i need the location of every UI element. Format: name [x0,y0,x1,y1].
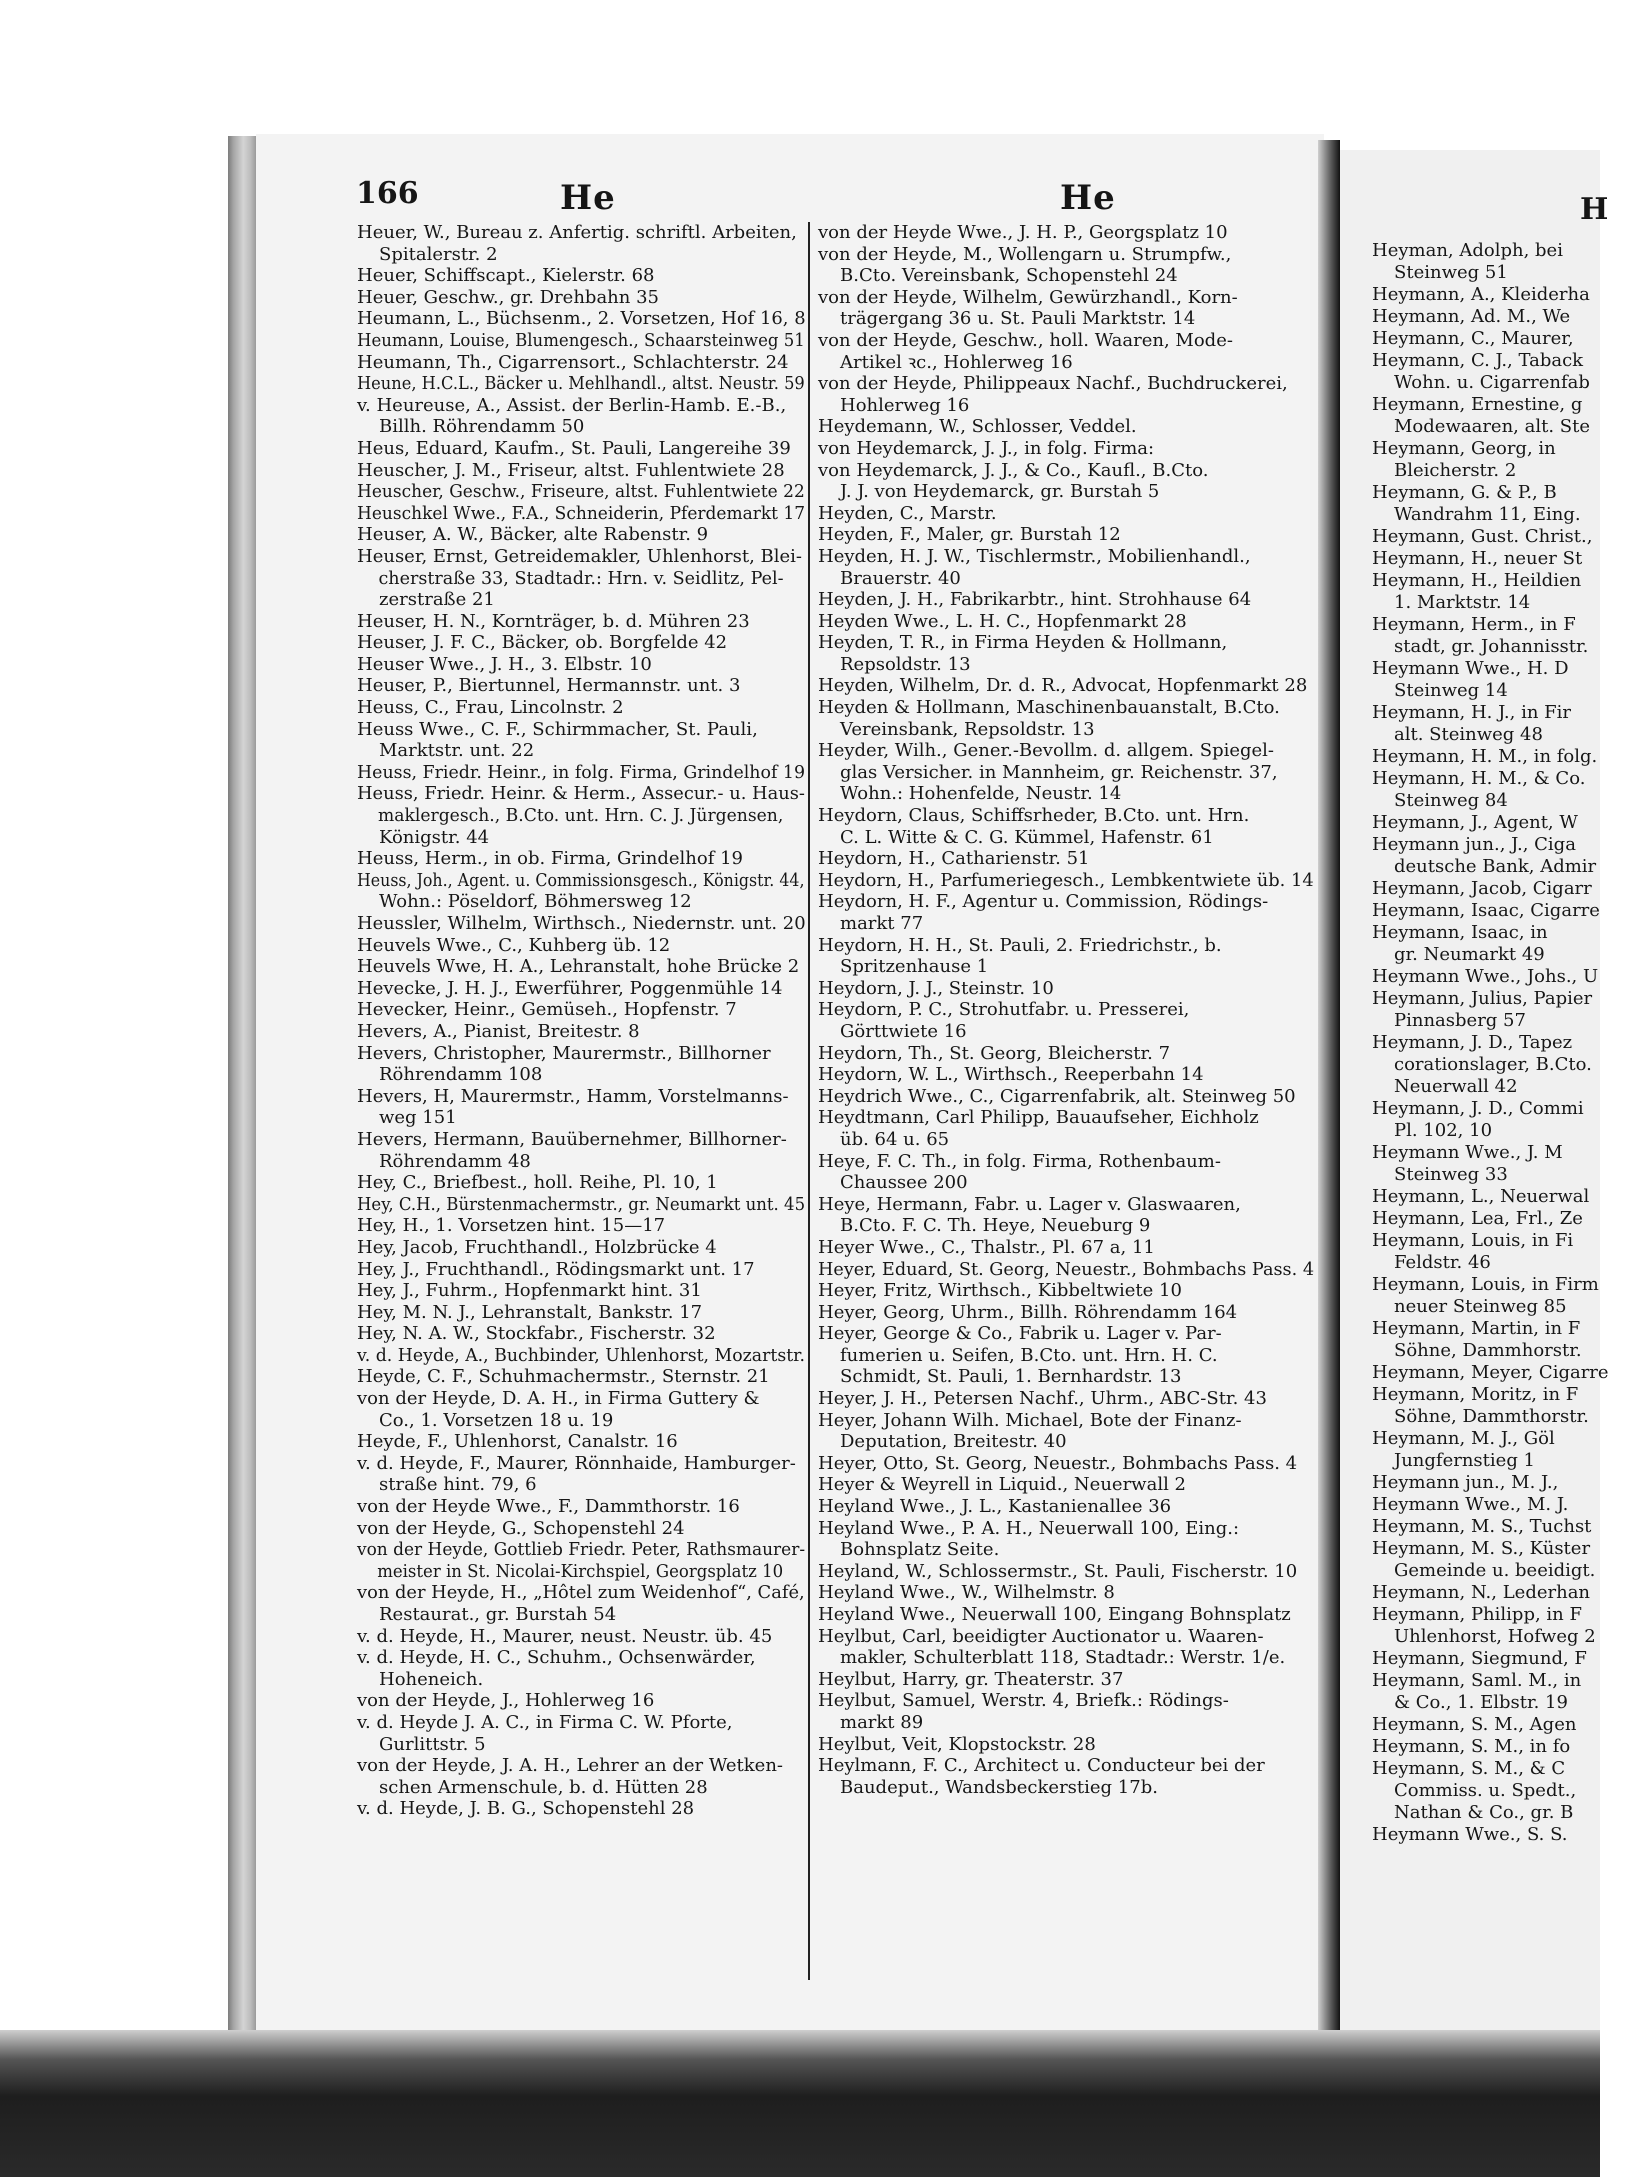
directory-entry: Heymann, H. M., & Co. [1372,768,1586,789]
directory-entry: Heylmann, F. C., Architect u. Conducteur bei der [818,1755,1265,1777]
directory-entry: Heyer, J. H., Petersen Nachf., Uhrm., ABC-Str. 43 [818,1388,1267,1410]
directory-entry: Heuss Wwe., C. F., Schirmmacher, St. Pauli, [357,718,758,740]
running-head-left: He [560,178,616,218]
directory-entry-continuation: & Co., 1. Elbstr. 19 [1394,1692,1568,1713]
directory-entry: Heymann, C., Maurer, [1372,328,1574,349]
directory-entry: Heyden Wwe., L. H. C., Hopfenmarkt 28 [818,610,1187,632]
directory-entry-continuation: glas Versicher. in Mannheim, gr. Reichenstr. 37, [840,761,1278,783]
directory-entry: Heyland Wwe., P. A. H., Neuerwall 100, Eing.: [818,1517,1240,1539]
directory-entry: Heydorn, Claus, Schiffsrheder, B.Cto. unt. Hrn. [818,805,1250,827]
directory-entry: Hey, J., Fuhrm., Hopfenmarkt hint. 31 [357,1280,702,1302]
directory-entry: Heyden, Wilhelm, Dr. d. R., Advocat, Hopfenmarkt 28 [818,675,1308,697]
directory-entry: Heumann, L., Büchsenm., 2. Vorsetzen, Hof 16, 8 [357,308,806,330]
directory-entry: Heymann, G. & P., B [1372,482,1557,503]
directory-entry: Hey, M. N. J., Lehranstalt, Bankstr. 17 [357,1301,703,1323]
directory-entry-continuation: Feldstr. 46 [1394,1252,1491,1273]
directory-entry-continuation: Söhne, Dammthorstr. [1394,1406,1589,1427]
scan-bottom-shadow [0,2030,1600,2177]
directory-entry: Heuscher, Geschw., Friseure, altst. Fuhlentwiete 22 [357,481,805,503]
directory-entry: Heylbut, Samuel, Werstr. 4, Briefk.: Rödings- [818,1690,1229,1712]
directory-entry: Heydorn, J. J., Steinstr. 10 [818,977,1054,999]
directory-entry: Heyland Wwe., J. L., Kastanienallee 36 [818,1496,1172,1518]
directory-entry-continuation: trägergang 36 u. St. Pauli Marktstr. 14 [840,308,1196,330]
directory-entry-continuation: makler, Schulterblatt 118, Stadtadr.: Werstr. 1/e. [840,1647,1286,1669]
directory-entry-continuation: markt 77 [840,913,924,934]
directory-entry: Heyden, J. H., Fabrikarbtr., hint. Strohhause 64 [818,589,1252,611]
directory-entry: Heymann jun., J., Ciga [1372,834,1576,855]
directory-entry: Hey, H., 1. Vorsetzen hint. 15—17 [357,1215,666,1237]
directory-entry: Heydorn, H., Catharienstr. 51 [818,848,1090,870]
directory-entry: Heymann Wwe., Johs., U [1372,966,1599,987]
directory-entry: Heymann Wwe., M. J. [1372,1494,1569,1515]
directory-entry: Heylbut, Harry, gr. Theaterstr. 37 [818,1668,1124,1690]
directory-entry: Hevecke, J. H. J., Ewerführer, Poggenmühle 14 [357,977,783,999]
directory-entry-continuation: Hohlerweg 16 [840,394,970,416]
directory-entry: von der Heyde, D. A. H., in Firma Guttery & [357,1388,760,1410]
directory-entry: Heydemann, W., Schlosser, Veddel. [818,416,1137,438]
directory-entry: Heymann, Louis, in Fi [1372,1230,1574,1251]
directory-entry: Heymann, Louis, in Firm [1372,1274,1599,1295]
directory-entry: von der Heyde, J. A. H., Lehrer an der Wetken- [357,1755,784,1777]
directory-entry: Heuser Wwe., J. H., 3. Elbstr. 10 [357,653,652,675]
directory-entry: von der Heyde Wwe., F., Dammthorstr. 16 [357,1496,740,1518]
directory-entry: von der Heyde, Philippeaux Nachf., Buchdruckerei, [818,373,1288,395]
directory-entry-continuation: Neuerwall 42 [1394,1076,1518,1097]
directory-entry-continuation: Wandrahm 11, Eing. [1394,504,1581,525]
directory-column-1 [357,222,805,1820]
directory-entry: Hey, Jacob, Fruchthandl., Holzbrücke 4 [357,1236,717,1258]
column-rule [808,222,810,1980]
directory-entry: Heyland Wwe., W., Wilhelmstr. 8 [818,1582,1115,1604]
directory-entry-continuation: Chaussee 200 [840,1172,968,1194]
directory-entry: Heuschkel Wwe., F.A., Schneiderin, Pferdemarkt 17 [357,502,806,524]
directory-entry-continuation: Gurlittstr. 5 [379,1733,486,1755]
directory-entry: Heymann Wwe., S. S. [1372,1824,1568,1845]
directory-entry-continuation: 1. Marktstr. 14 [1394,592,1531,613]
directory-entry: Heumann, Th., Cigarrensort., Schlachterstr. 24 [357,351,789,373]
running-head-next-page: H [1580,192,1610,227]
directory-entry-continuation: J. J. von Heydemarck, gr. Burstah 5 [840,481,1160,503]
directory-entry: Heuss, Herm., in ob. Firma, Grindelhof 19 [357,848,743,870]
directory-entry: Heymann, Gust. Christ., [1372,526,1593,547]
directory-entry-continuation: B.Cto. Vereinsbank, Schopenstehl 24 [840,265,1178,287]
directory-entry-continuation: Marktstr. unt. 22 [379,740,535,762]
directory-entry: Heymann, S. M., & C [1372,1758,1566,1779]
directory-entry-continuation: Repsoldstr. 13 [840,653,971,675]
directory-entry: Heuer, W., Bureau z. Anfertig. schriftl. Arbeiten, [357,222,797,243]
directory-entry: Heymann, Ernestine, g [1372,394,1583,415]
directory-entry: Heymann, H., Heildien [1372,570,1582,591]
directory-entry-continuation: Nathan & Co., gr. B [1394,1802,1574,1823]
directory-entry: von der Heyde, H., „Hôtel zum Weidenhof“, Café, [357,1582,805,1604]
directory-entry: Heussler, Wilhelm, Wirthsch., Niedernstr. unt. 20 [357,913,806,934]
directory-entry-continuation: Pinnasberg 57 [1394,1010,1526,1031]
directory-entry: Heuser, H. N., Kornträger, b. d. Mühren 23 [357,610,750,632]
directory-entry: Heymann, Ad. M., We [1372,306,1571,327]
directory-entry: Hevers, A., Pianist, Breitestr. 8 [357,1020,640,1042]
directory-entry: v. d. Heyde, H. C., Schuhm., Ochsenwärder, [357,1647,756,1669]
running-head-right: He [1060,178,1116,218]
directory-entry-continuation: Baudeput., Wandsbeckerstieg 17b. [840,1776,1158,1798]
directory-entry-continuation: Söhne, Dammhorstr. [1394,1340,1582,1361]
directory-entry-continuation: Deputation, Breitestr. 40 [840,1431,1067,1453]
directory-entry: Heydorn, H., Parfumeriegesch., Lembkentwiete üb. 14 [818,869,1314,891]
directory-entry-continuation: Pl. 102, 10 [1394,1120,1493,1141]
directory-entry: Heyer & Weyrell in Liquid., Neuerwall 2 [818,1474,1187,1496]
directory-entry-continuation: Königstr. 44 [379,826,490,848]
directory-entry: Heydtmann, Carl Philipp, Bauaufseher, Eichholz [818,1107,1259,1129]
directory-entry: Heymann, Georg, in [1372,438,1556,459]
directory-entry: Heymann, J., Agent, W [1372,812,1578,833]
directory-entry: von Heydemarck, J. J., in folg. Firma: [818,437,1155,459]
directory-entry: von der Heyde, Geschw., holl. Waaren, Mode- [818,329,1233,351]
directory-entry-continuation: Hoheneich. [379,1668,484,1690]
directory-entry: Heymann, H., neuer St [1372,548,1583,569]
directory-entry-continuation: Jungfernstieg 1 [1394,1450,1536,1471]
directory-entry-continuation: deutsche Bank, Admir [1394,856,1597,877]
directory-entry: Hey, J., Fruchthandl., Rödingsmarkt unt. 17 [357,1258,755,1280]
directory-entry: Heuser, P., Biertunnel, Hermannstr. unt. 3 [357,675,741,697]
directory-entry: Heymann, Siegmund, F [1372,1648,1587,1669]
directory-entry-continuation: Görttwiete 16 [840,1020,967,1042]
directory-entry: Heuvels Wwe., C., Kuhberg üb. 12 [357,934,671,956]
directory-entry: Heymann, C. J., Taback [1372,350,1584,371]
directory-entry: Heymann Wwe., H. D [1372,658,1569,679]
directory-entry: v. Heureuse, A., Assist. der Berlin-Hamb. E.-B., [357,394,787,416]
directory-entry: Heyer, George & Co., Fabrik u. Lager v. Par- [818,1323,1222,1345]
directory-entry: Heylbut, Veit, Klopstockstr. 28 [818,1733,1096,1755]
directory-entry: Heyde, F., Uhlenhorst, Canalstr. 16 [357,1431,678,1453]
directory-entry-continuation: Schmidt, St. Pauli, 1. Bernhardstr. 13 [840,1366,1182,1388]
directory-entry: Heymann, L., Neuerwal [1372,1186,1590,1207]
directory-entry: Heyden, F., Maler, gr. Burstah 12 [818,524,1121,546]
directory-entry: von der Heyde Wwe., J. H. P., Georgsplatz 10 [818,222,1228,243]
book-gutter [1318,140,1340,2030]
directory-entry: Heyden, H. J. W., Tischlermstr., Mobilienhandl., [818,545,1251,567]
directory-entry: Heye, F. C. Th., in folg. Firma, Rothenbaum- [818,1150,1221,1172]
directory-entry: Heyman, Adolph, bei [1372,240,1563,261]
directory-entry-continuation: Wohn.: Pöseldorf, Böhmersweg 12 [379,891,692,913]
directory-entry: Hevers, H, Maurermstr., Hamm, Vorstelmanns- [357,1085,789,1107]
directory-entry: Heuscher, J. M., Friseur, altst. Fuhlentwiete 28 [357,459,785,481]
directory-column-2 [818,222,1314,1798]
directory-entry: Heymann, J. D., Tapez [1372,1032,1573,1053]
directory-entry: Heymann, Philipp, in F [1372,1604,1582,1625]
directory-entry: Heymann, Saml. M., in [1372,1670,1582,1691]
directory-entry: Heymann, Jacob, Cigarr [1372,878,1592,899]
directory-entry: Heymann, Moritz, in F [1372,1384,1579,1405]
page-number: 166 [356,176,419,211]
directory-entry-continuation: Steinweg 51 [1394,262,1508,283]
directory-entry: v. d. Heyde, J. B. G., Schopenstehl 28 [357,1798,695,1820]
directory-entry-continuation: stadt, gr. Johannisstr. [1394,636,1589,657]
directory-entry: Hey, N. A. W., Stockfabr., Fischerstr. 32 [357,1323,716,1345]
directory-entry: Heus, Eduard, Kaufm., St. Pauli, Langereihe 39 [357,437,791,459]
directory-entry: Heymann, J. D., Commi [1372,1098,1584,1119]
directory-entry-continuation: Röhrendamm 48 [379,1150,531,1172]
directory-entry-continuation: Bohnsplatz Seite. [840,1539,1000,1561]
directory-entry-continuation: alt. Steinweg 48 [1394,724,1543,745]
scan-margin [0,0,230,2177]
directory-entry-continuation: corationslager, B.Cto. [1394,1054,1592,1075]
directory-entry: Heydorn, P. C., Strohutfabr. u. Presserei, [818,999,1190,1021]
directory-entry: Heuss, Joh., Agent. u. Commissionsgesch., Königstr. 44, [357,869,805,891]
directory-entry: Heuss, Friedr. Heinr., in folg. Firma, Grindelhof 19 [357,761,806,783]
directory-entry: Heyer, Fritz, Wirthsch., Kibbeltwiete 10 [818,1280,1182,1302]
directory-entry-continuation: maklergesch., B.Cto. unt. Hrn. C. J. Jürgensen, [377,805,784,827]
directory-entry: Heune, H.C.L., Bäcker u. Mehlhandl., altst. Neustr. 59 [357,373,805,395]
directory-entry: von Heydemarck, J. J., & Co., Kaufl., B.Cto. [818,459,1209,481]
directory-entry: v. d. Heyde, H., Maurer, neust. Neustr. üb. 45 [357,1625,773,1647]
directory-entry-continuation: Modewaaren, alt. Ste [1394,416,1590,437]
directory-entry-continuation: gr. Neumarkt 49 [1394,944,1545,965]
directory-entry-continuation: weg 151 [379,1107,457,1129]
directory-entry-continuation: meister in St. Nicolai-Kirchspiel, Georgsplatz 10 [377,1560,784,1582]
directory-entry-continuation: zerstraße 21 [379,589,495,611]
directory-entry: Heymann, M. J., Göl [1372,1428,1555,1449]
directory-entry-continuation: Restaurat., gr. Burstah 54 [379,1604,617,1625]
directory-entry: Heymann, N., Lederhan [1372,1582,1591,1603]
directory-entry: Heymann, H. M., in folg. [1372,746,1598,767]
directory-entry-continuation: Spritzenhause 1 [840,956,989,978]
directory-entry: Heydorn, W. L., Wirthsch., Reeperbahn 14 [818,1064,1204,1086]
directory-entry: Heyland Wwe., Neuerwall 100, Eingang Bohnsplatz [818,1604,1291,1625]
directory-entry: Hevers, Hermann, Bauübernehmer, Billhorner- [357,1128,787,1150]
directory-column-3-partial [1372,240,1632,1846]
directory-entry-continuation: Bleicherstr. 2 [1394,460,1517,481]
directory-entry: Heymann, Martin, in F [1372,1318,1581,1339]
directory-entry: Heyer Wwe., C., Thalstr., Pl. 67 a, 11 [818,1236,1155,1258]
directory-entry: Hey, C.H., Bürstenmachermstr., gr. Neumarkt unt. 45 [357,1193,806,1215]
directory-entry-continuation: straße hint. 79, 6 [379,1474,537,1496]
page-stack-edge [228,136,256,2036]
directory-entry: Hey, C., Briefbest., holl. Reihe, Pl. 10, 1 [357,1172,718,1194]
directory-entry: Heydorn, H. H., St. Pauli, 2. Friedrichstr., b. [818,934,1222,956]
directory-entry: Heuser, J. F. C., Bäcker, ob. Borgfelde 42 [357,632,728,654]
directory-entry: von der Heyde, M., Wollengarn u. Strumpfw., [818,243,1232,265]
directory-entry: Heuss, Friedr. Heinr. & Herm., Assecur.- u. Haus- [357,783,805,805]
directory-entry: Hevers, Christopher, Maurermstr., Billhorner [357,1042,771,1064]
directory-entry-continuation: Vereinsbank, Repsoldstr. 13 [840,718,1095,740]
directory-entry: Heymann, Julius, Papier [1372,988,1593,1009]
directory-entry-continuation: Commiss. u. Spedt., [1394,1780,1577,1801]
directory-entry: Heyden & Hollmann, Maschinenbauanstalt, B.Cto. [818,697,1280,719]
directory-entry: Heyder, Wilh., Gener.-Bevollm. d. allgem. Spiegel- [818,740,1275,762]
directory-entry: Heydrich Wwe., C., Cigarrenfabrik, alt. Steinweg 50 [818,1085,1296,1107]
directory-entry-continuation: cherstraße 33, Stadtadr.: Hrn. v. Seidlitz, Pel- [378,567,784,589]
directory-entry-continuation: Gemeinde u. beeidigt. [1394,1560,1596,1581]
directory-entry: Heymann, H. J., in Fir [1372,702,1571,723]
directory-entry: Heylbut, Carl, beeidigter Auctionator u. Waaren- [818,1625,1264,1647]
directory-entry: Heyer, Eduard, St. Georg, Neuestr., Bohmbachs Pass. 4 [818,1258,1315,1280]
directory-entry: Heuser, A. W., Bäcker, alte Rabenstr. 9 [357,524,709,546]
directory-entry: Heyden, T. R., in Firma Heyden & Hollmann, [818,632,1228,654]
directory-entry: Heymann, S. M., in fo [1372,1736,1571,1757]
directory-entry: Heumann, Louise, Blumengesch., Schaarsteinweg 51 [357,329,805,351]
directory-entry: Heymann, Isaac, Cigarre [1372,900,1600,921]
directory-entry: Heuss, C., Frau, Lincolnstr. 2 [357,697,624,719]
directory-entry-continuation: schen Armenschule, b. d. Hütten 28 [379,1776,708,1798]
directory-entry: Heymann, Isaac, in [1372,922,1548,943]
directory-entry: v. d. Heyde, A., Buchbinder, Uhlenhorst, Mozartstr. [357,1344,806,1366]
directory-entry: Heymann, A., Kleiderha [1372,284,1590,305]
directory-entry-continuation: Artikel ꝛc., Hohlerweg 16 [840,351,1073,373]
directory-entry-continuation: C. L. Witte & C. G. Kümmel, Hafenstr. 61 [840,826,1214,848]
directory-entry-continuation: Wohn. u. Cigarrenfab [1394,372,1590,393]
directory-entry: Heuer, Geschw., gr. Drehbahn 35 [357,286,659,308]
directory-entry: Heydorn, H. F., Agentur u. Commission, Rödings- [818,891,1269,913]
directory-entry-continuation: Billh. Röhrendamm 50 [379,416,585,438]
directory-entry-continuation: Uhlenhorst, Hofweg 2 [1394,1626,1596,1647]
directory-entry: Heymann, Herm., in F [1372,614,1576,635]
directory-entry: Heymann, M. S., Küster [1372,1538,1591,1559]
directory-entry-continuation: Spitalerstr. 2 [379,243,498,265]
directory-entry: Heymann, M. S., Tuchst [1372,1516,1592,1537]
directory-entry: Heymann, S. M., Agen [1372,1714,1577,1735]
directory-entry: von der Heyde, G., Schopenstehl 24 [357,1517,685,1539]
directory-entry: Heymann Wwe., J. M [1372,1142,1563,1163]
directory-entry-continuation: Brauerstr. 40 [840,567,961,589]
directory-entry-continuation: Steinweg 33 [1394,1164,1508,1185]
directory-entry: von der Heyde, Gottlieb Friedr. Peter, Rathsmaurer- [357,1539,806,1561]
directory-entry-continuation: üb. 64 u. 65 [840,1128,950,1150]
directory-entry: v. d. Heyde J. A. C., in Firma C. W. Pforte, [357,1711,733,1733]
directory-entry: von der Heyde, J., Hohlerweg 16 [357,1690,655,1712]
directory-entry-continuation: Steinweg 84 [1394,790,1508,811]
directory-entry-continuation: markt 89 [840,1711,924,1733]
directory-entry: Heymann, Meyer, Cigarre [1372,1362,1609,1383]
directory-entry: Heyland, W., Schlossermstr., St. Pauli, Fischerstr. 10 [818,1560,1298,1582]
directory-entry: Heye, Hermann, Fabr. u. Lager v. Glaswaaren, [818,1193,1241,1215]
directory-entry: Hevecker, Heinr., Gemüseh., Hopfenstr. 7 [357,999,737,1021]
directory-entry-continuation: fumerien u. Seifen, B.Cto. unt. Hrn. H. C. [840,1344,1218,1366]
directory-entry: Heuvels Wwe, H. A., Lehranstalt, hohe Brücke 2 [357,956,800,978]
directory-entry: Heyde, C. F., Schuhmachermstr., Sternstr. 21 [357,1366,770,1388]
directory-entry-continuation: neuer Steinweg 85 [1394,1296,1567,1317]
directory-entry: Heydorn, Th., St. Georg, Bleicherstr. 7 [818,1042,1171,1064]
directory-entry-continuation: B.Cto. F. C. Th. Heye, Neueburg 9 [840,1215,1151,1237]
directory-entry-continuation: Röhrendamm 108 [379,1064,543,1086]
directory-entry-continuation: Steinweg 14 [1394,680,1508,701]
directory-entry: Heymann jun., M. J., [1372,1472,1559,1493]
directory-entry: von der Heyde, Wilhelm, Gewürzhandl., Korn- [818,286,1238,308]
directory-entry: Heyer, Otto, St. Georg, Neuestr., Bohmbachs Pass. 4 [818,1452,1298,1474]
directory-entry: v. d. Heyde, F., Maurer, Rönnhaide, Hamburger- [357,1452,796,1474]
directory-entry: Heyer, Johann Wilh. Michael, Bote der Finanz- [818,1409,1242,1431]
directory-entry-continuation: Wohn.: Hohenfelde, Neustr. 14 [840,783,1122,805]
directory-entry: Heuser, Ernst, Getreidemakler, Uhlenhorst, Blei- [357,545,802,567]
directory-entry-continuation: Co., 1. Vorsetzen 18 u. 19 [379,1409,614,1431]
directory-entry: Heyden, C., Marstr. [818,502,997,524]
directory-entry: Heuer, Schiffscapt., Kielerstr. 68 [357,265,655,287]
directory-entry: Heyer, Georg, Uhrm., Billh. Röhrendamm 164 [818,1301,1238,1323]
directory-entry: Heymann, Lea, Frl., Ze [1372,1208,1583,1229]
